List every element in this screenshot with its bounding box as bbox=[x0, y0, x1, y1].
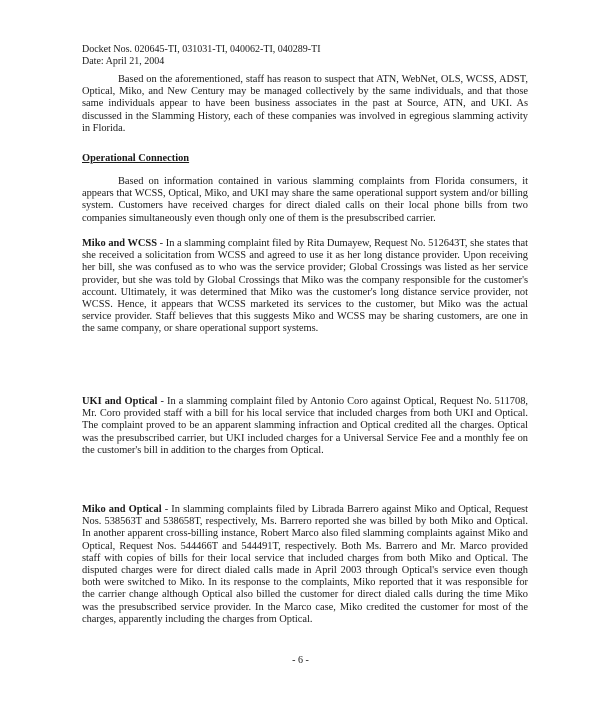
paragraph-body-miko-optical: - In slamming complaints filed by Librada Barrero against Miko and Optical, Request Nos. 538563T and 538658T, respectively, Ms. Barrero reported she was billed by both Miko and Optical. In another apparent cross-billing instance, Robert Marco also filed slamming complaints against Miko and Optical, Request Nos. 544466T and 544491T, respectively. Both Ms. Barrero and Mr. Marco provided staff with copies of bills for their local service that included charges from both Miko and Optical. The disputed charges were for direct dialed calls made in April 2003 through Optical's service even though both were switched to Miko. In its response to the complaints, Miko reported that it was responsible for the carrier change although Optical also billed the customer for direct dialed calls during the time Miko was the presubscribed service provider. In the Marco case, Miko credited the customer for most of the charges, apparently including the charges from Optical. bbox=[82, 504, 528, 625]
paragraph-miko-optical bbox=[82, 504, 528, 626]
paragraph-body-miko-wcss: - In a slamming complaint filed by Rita Dumayew, Request No. 512643T, she states that she received a solicitation from WCSS and agreed to use it as her long distance provider. Upon receiving her bill, she was confused as to who was the service provider; Global Crossings was listed as her service provider, but she was told by Global Crossings that Miko was the company responsible for the customer's account. Ultimately, it was determined that Miko was the customer's long distance service provider, not WCSS. Hence, it appears that WCSS marketed its services to the customer, but Miko was the actual service provider. Staff believes that this suggests Miko and WCSS may be sharing customers, are one in the same company, or share operational support systems. bbox=[82, 238, 528, 335]
document-date: Date: April 21, 2004 bbox=[82, 56, 165, 67]
docket-numbers: Docket Nos. 020645-TI, 031031-TI, 040062-TI, 040289-TI bbox=[82, 44, 321, 55]
paragraph-lead-uki-optical: UKI and Optical bbox=[82, 396, 158, 407]
page-number: - 6 - bbox=[292, 655, 309, 666]
paragraph-body-uki-optical: - In a slamming complaint filed by Antonio Coro against Optical, Request No. 511708, Mr. Coro provided staff with a bill for his local service that included charges from both UKI and Optical. The complaint proved to be an apparent slamming infraction and Optical credited all the charges. Optical was the presubscribed carrier, but UKI included charges for a Universal Service Fee and a monthly fee on the customer's bill in addition to the charges from Optical. bbox=[82, 396, 528, 456]
paragraph-lead-miko-optical: Miko and Optical bbox=[82, 504, 162, 515]
paragraph-uki-optical bbox=[82, 396, 528, 457]
paragraph-aforementioned: Based on the aforementioned, staff has reason to suspect that ATN, WebNet, OLS, WCSS, ADST, Optical, Miko, and New Century may be managed collectively by the same individuals, and that those same individuals appear to have been business associates in the past at Source, ATN, and UKI. As discussed in the Slamming History, each of these companies was involved in egregious slamming activity in Florida. bbox=[82, 74, 528, 134]
paragraph-miko-wcss bbox=[82, 238, 528, 336]
section-heading-operational-connection: Operational Connection bbox=[82, 153, 190, 164]
paragraph-lead-miko-wcss: Miko and WCSS bbox=[82, 238, 157, 249]
docket-header bbox=[82, 44, 321, 68]
paragraph-operational-connection: Based on information contained in various slamming complaints from Florida consumers, it appears that WCSS, Optical, Miko, and UKI may share the same operational support system and/or billing system. Customers have received charges for direct dialed calls on their local phone bills from two companies simultaneously even though only one of them is the presubscribed carrier. bbox=[82, 176, 528, 224]
